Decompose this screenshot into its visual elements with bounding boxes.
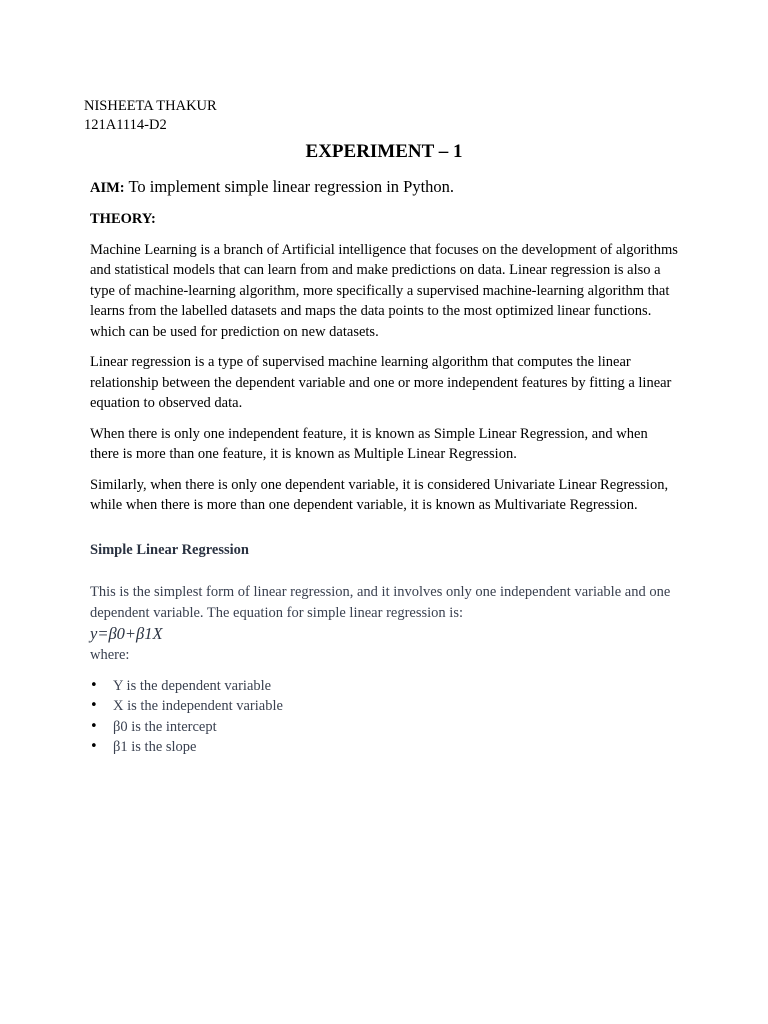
aim-text: To implement simple linear regression in Python. [128,177,455,196]
aim-label: AIM: [90,180,125,196]
theory-paragraph-4: Similarly, when there is only one dependent variable, it is considered Univariate Linear Regression, while when there is more than one dependent variable, it is known as Multivariate Regression. [90,476,669,513]
slr-equation: y=β0+β1X [90,624,163,643]
list-item [90,717,680,738]
list-item [90,696,680,717]
student-name: NISHEETA THAKUR [84,98,217,114]
aim-line [90,176,680,199]
slr-heading: Simple Linear Regression [90,541,249,558]
bullet-icon: • [90,698,98,713]
slr-intro: This is the simplest form of linear regression, and it involves only one independent variable and one dependent variable. The equation for simple linear regression is: [90,584,671,621]
theory-heading: THEORY: [90,211,156,227]
list-item [90,737,680,758]
list-item [90,676,680,697]
bullet-icon: • [90,677,98,693]
list-item-text: X is the independent variable [113,698,283,714]
slr-variable-list [90,676,680,758]
student-info [84,97,217,135]
theory-paragraph-1: Machine Learning is a branch of Artificial intelligence that focuses on the development of algorithms and statistical models that can learn from and make predictions on data. Linear regression is also a type of machine-learning algorithm, more specifically a supervised machine-learning algorithm that learns from the labelled datasets and maps the data points to the most optimized linear functions. which can be used for prediction on new datasets. [90,241,678,340]
experiment-title: EXPERIMENT – 1 [305,141,463,162]
list-item-text: β0 is the intercept [113,718,217,735]
theory-paragraph-2: Linear regression is a type of supervised machine learning algorithm that computes the linear relationship between the dependent variable and one or more independent features by fitting a linear equation to observed data. [90,354,672,411]
student-roll-number: 121A1114-D2 [84,117,167,133]
document-body [90,176,680,758]
bullet-icon: • [90,739,98,754]
list-item-text: Y is the dependent variable [113,677,272,694]
bullet-icon: • [90,718,98,734]
slr-where: where: [90,647,130,663]
theory-paragraph-3: When there is only one independent feature, it is known as Simple Linear Regression, and when there is more than one feature, it is known as Multiple Linear Regression. [90,425,648,462]
list-item-text: β1 is the slope [113,739,197,755]
